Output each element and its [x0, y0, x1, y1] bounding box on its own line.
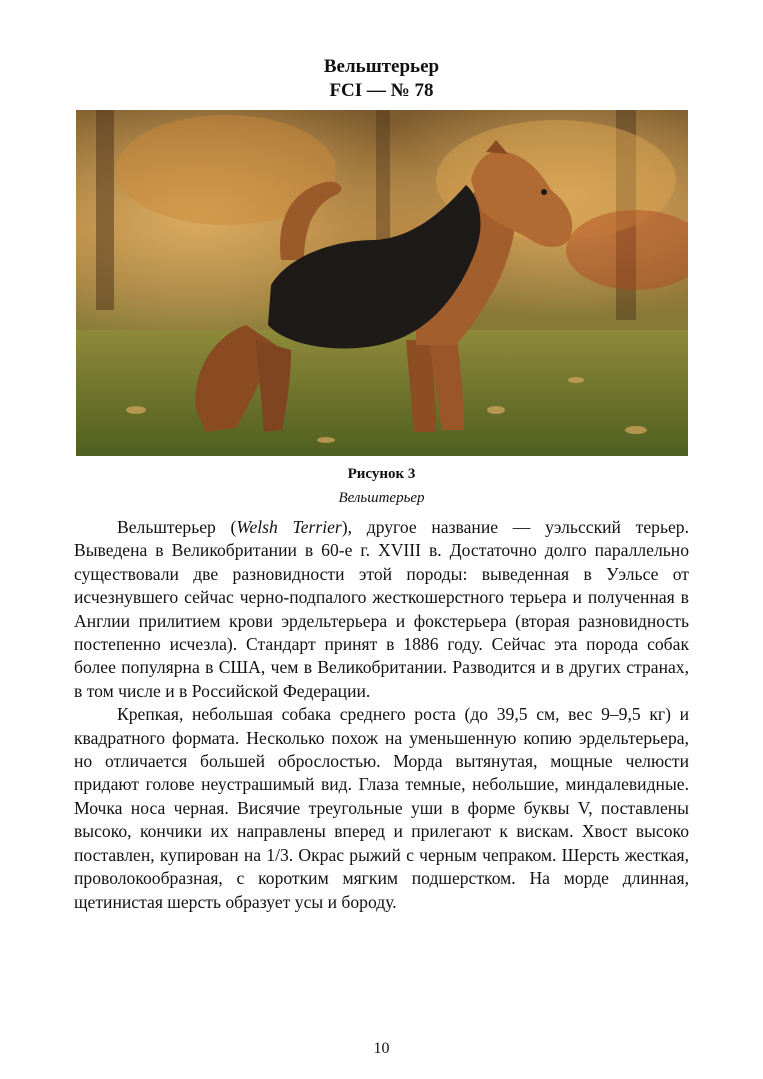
paragraph-1-rest: ), другое название — уэльсский терьер. Выведена в Великобритании в 60-е г. XVIII в. Достаточно долго параллельно существовали две разновидности этой породы: выведенная в Уэльсе от исчезнувшего сейчас черно-подпалого жесткошерстного терьера и полученная в Англии прилитием крови эрдельтерьера и фокстерьера (вторая разновидность постепенно исчезла). Стандарт принят в 1886 году. Сейчас эта порода собак более популярна в США, чем в Великобритании. Разводится и в других странах, в том числе и в Российской Федерации. [74, 517, 690, 701]
welsh-terrier-photo-icon [76, 110, 688, 456]
fci-number-heading: FCI — № 78 [329, 80, 434, 101]
page-number: 10 [373, 1040, 390, 1057]
body-text [74, 516, 689, 914]
paragraph-2: Крепкая, небольшая собака среднего роста (до 39,5 см, вес 9–9,5 кг) и квадратного формата. Несколько похож на уменьшенную копию эрдельтерьера, но отличается большей оброслостью. Морда вытянутая, мощные челюсти придают голове неустрашимый вид. Глаза темные, небольшие, миндалевидные. Мочка носа черная. Висячие треугольные уши в форме буквы V, поставлены высоко, кончики их направлены вперед и прилегают к вискам. Хвост высоко поставлен, купирован на 1/3. Окрас рыжий с черным чепраком. Шерсть жесткая, проволокообразная, с коротким мягким подшерстком. На морде длинная, щетинистая шерсть образует усы и бороду. [74, 704, 689, 912]
page-title [0, 55, 763, 103]
english-breed-name: Welsh Terrier [236, 517, 342, 537]
breed-name-heading: Вельштерьер [323, 56, 440, 77]
figure-caption: Вельштерьер [338, 490, 425, 506]
figure-label: Рисунок 3 [347, 466, 416, 482]
paragraph-1-start: Вельштерьер ( [117, 517, 237, 537]
paragraph-1 [74, 516, 689, 703]
